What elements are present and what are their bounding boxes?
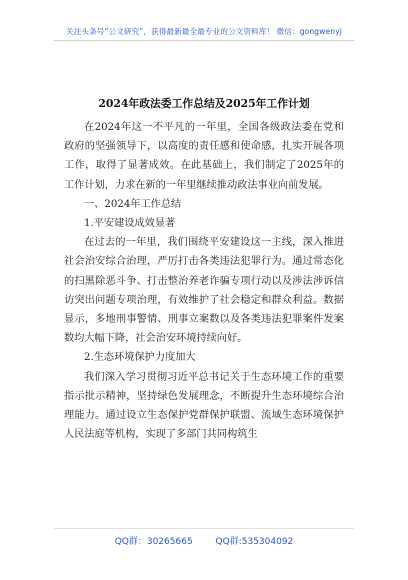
ecology-paragraph: 我们深入学习贯彻习近平总书记关于生态环境工作的重要指示批示精神，坚持绿色发展理念，不断提升生态环境综合治理能力。通过设立生态保护党群保护联盟、流域生态环境保护人民法庭等机构，实现了多部门共同构筑生 (64, 371, 344, 441)
footer-qq-group-1: QQ群：30265665 (114, 537, 193, 547)
header-divider (54, 40, 354, 41)
footer-divider (54, 528, 354, 529)
document-body (64, 118, 344, 444)
section-heading-summary: 一、2024年工作总结 (84, 198, 182, 210)
footer-contacts (0, 534, 408, 547)
intro-paragraph: 在2024年这一不平凡的一年里，全国各级政法委在党和政府的坚强领导下，以高度的责任感和使命感，扎实开展各项工作，取得了显著成效。在此基础上，我们制定了2025年的工作计划，力求在新的一年里继续推动政法事业向前发展。 (64, 122, 344, 191)
document-title: 2024年政法委工作总结及2025年工作计划 (98, 97, 310, 110)
header-note: 关注头条号“公文研究”，获得最新最全最专业的公文资料库！ 微信：gongwenyj (66, 27, 342, 36)
footer-qq-group-2: QQ群:535304092 (215, 537, 294, 547)
subheading-safety: 1.平安建设成效显著 (84, 218, 176, 230)
safety-paragraph: 在过去的一年里，我们围绕平安建设这一主线，深入推进社会治安综合治理，严厉打击各类违法犯罪行为。通过常态化的扫黑除恶斗争、打击整治养老诈骗专项行动以及涉法涉诉信访突出问题专项治理，有效维护了社会稳定和群众利益。数据显示，多地刑事警情、刑事立案数以及各类违法犯罪案件发案数均大幅下降，社会治安环境持续向好。 (64, 237, 344, 345)
subheading-ecology: 2.生态环境保护力度加大 (84, 352, 196, 364)
